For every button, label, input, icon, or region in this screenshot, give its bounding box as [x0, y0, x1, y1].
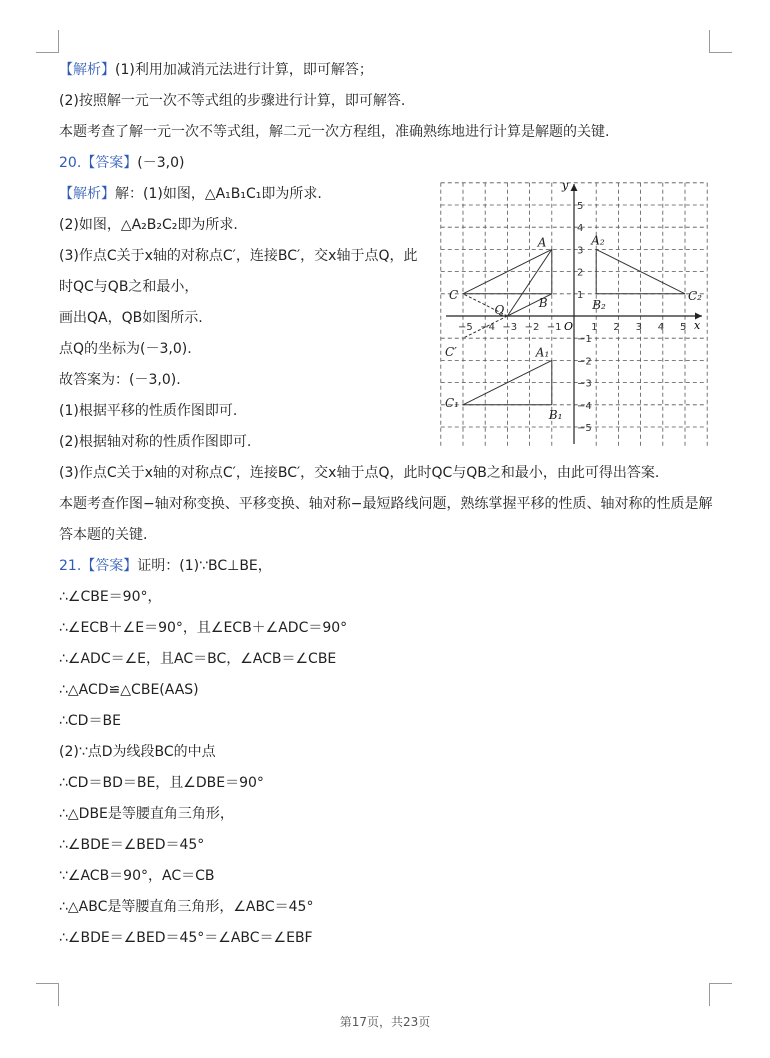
x-tick-label: −5 — [458, 322, 473, 333]
origin-label: O — [564, 320, 574, 333]
x-tick-label: 1 — [591, 322, 598, 333]
point-label: B₂ — [592, 297, 606, 312]
y-axis-arrow — [571, 184, 578, 191]
text-line: ∴∠BDE＝∠BED＝45° — [59, 837, 205, 853]
text-line: ∴CD＝BD＝BE，且∠DBE＝90° — [59, 775, 264, 791]
y-tick-label: 2 — [577, 267, 584, 279]
text-line: (1)根据平移的性质作图即可. — [59, 403, 238, 419]
text-line: 本题考查作图−轴对称变换、平移变换、轴对称−最短路线问题，熟练掌握平移的性质、轴对称的性质是解 — [59, 496, 713, 512]
x-tick-label: −2 — [524, 322, 540, 333]
text-line: ∴∠ECB＋∠E＝90°，且∠ECB＋∠ADC＝90° — [59, 620, 348, 636]
text-line: ∴∠BDE＝∠BED＝45°＝∠ABC＝∠EBF — [59, 930, 313, 946]
text-line: 【解析】(1)利用加减消元法进行计算，即可解答； — [59, 62, 373, 78]
text-line: ∵∠ACB＝90°，AC＝CB — [59, 868, 215, 884]
y-tick-label: 5 — [577, 201, 584, 212]
x-axis-label: x — [694, 319, 701, 332]
point-label: B₁ — [548, 407, 563, 422]
y-tick-label: −3 — [577, 378, 592, 390]
point-label: A₁ — [535, 345, 550, 360]
point-label: Q — [494, 303, 505, 317]
text-line: 【解析】解：(1)如图，△A₁B₁C₁即为所求. — [59, 186, 322, 202]
point-label: C₂ — [688, 288, 702, 303]
text-line: 画出QA，QB如图所示. — [59, 310, 203, 326]
coordinate-grid-figure — [440, 176, 710, 448]
point-label: C′ — [445, 345, 457, 360]
text-line: ∴△DBE是等腰直角三角形， — [59, 806, 234, 822]
page-footer: 第17页，共23页 — [339, 1015, 431, 1029]
y-tick-label: −1 — [577, 334, 592, 346]
y-tick-label: 4 — [577, 223, 584, 235]
crop-mark-top-left — [36, 30, 59, 53]
y-tick-label: 1 — [577, 289, 584, 301]
text-line: (3)作点C关于x轴的对称点C′，连接BC′，交x轴于点Q，此 — [59, 248, 418, 264]
y-tick-label: −5 — [577, 423, 592, 434]
text-line: 点Q的坐标为(－3,0). — [59, 341, 192, 357]
text-line: (2)如图，△A₂B₂C₂即为所求. — [59, 217, 238, 233]
question-20-answer: 20.【答案】(－3,0) — [59, 155, 185, 171]
text-line: (3)作点C关于x轴的对称点C′，连接BC′，交x轴于点Q，此时QC与QB之和最小，由此可得出答案. — [59, 465, 660, 481]
crop-mark-bottom-left — [36, 983, 59, 1006]
text-line: 本题考查了解一元一次不等式组，解二元一次方程组，准确熟练地进行计算是解题的关键. — [59, 124, 610, 140]
x-tick-label: 4 — [657, 322, 665, 333]
text-line: ∴△ABC是等腰直角三角形，∠ABC＝45° — [59, 899, 314, 915]
crop-mark-bottom-right — [709, 983, 732, 1006]
point-label: C₁ — [445, 395, 459, 410]
question-21-answer: 21.【答案】证明：(1)∵BC⊥BE， — [59, 558, 272, 574]
text-line: ∴∠CBE＝90°， — [59, 589, 162, 605]
x-tick-label: −3 — [502, 322, 518, 333]
y-tick-label: −4 — [577, 400, 592, 412]
x-tick-label: 2 — [613, 322, 620, 333]
text-line: (2)∵点D为线段BC的中点 — [59, 744, 216, 760]
x-tick-label: −1 — [546, 322, 562, 333]
point-label: A₂ — [591, 233, 605, 248]
x-tick-label: 5 — [680, 322, 687, 333]
x-tick-label: −4 — [480, 322, 495, 333]
text-line: ∴△ACD≌△CBE(AAS) — [59, 682, 199, 698]
x-tick-label: 3 — [635, 322, 642, 333]
y-tick-label: 3 — [577, 245, 584, 257]
crop-mark-top-right — [709, 30, 732, 53]
text-line: ∴CD＝BE — [59, 713, 121, 729]
text-line: 答本题的关键. — [59, 527, 148, 543]
text-line: (2)根据轴对称的性质作图即可. — [59, 434, 252, 450]
text-line: ∴∠ADC＝∠E，且AC＝BC，∠ACB＝∠CBE — [59, 651, 337, 667]
text-line: 故答案为：(－3,0). — [59, 372, 181, 388]
point-label: A — [537, 235, 547, 250]
point-label: B — [538, 295, 548, 310]
y-axis-label: y — [562, 179, 569, 192]
y-tick-label: −2 — [577, 356, 592, 368]
text-line: (2)按照解一元一次不等式组的步骤进行计算，即可解答. — [59, 93, 406, 109]
text-line: 时QC与QB之和最小， — [59, 279, 199, 295]
point-label: C — [449, 287, 459, 302]
